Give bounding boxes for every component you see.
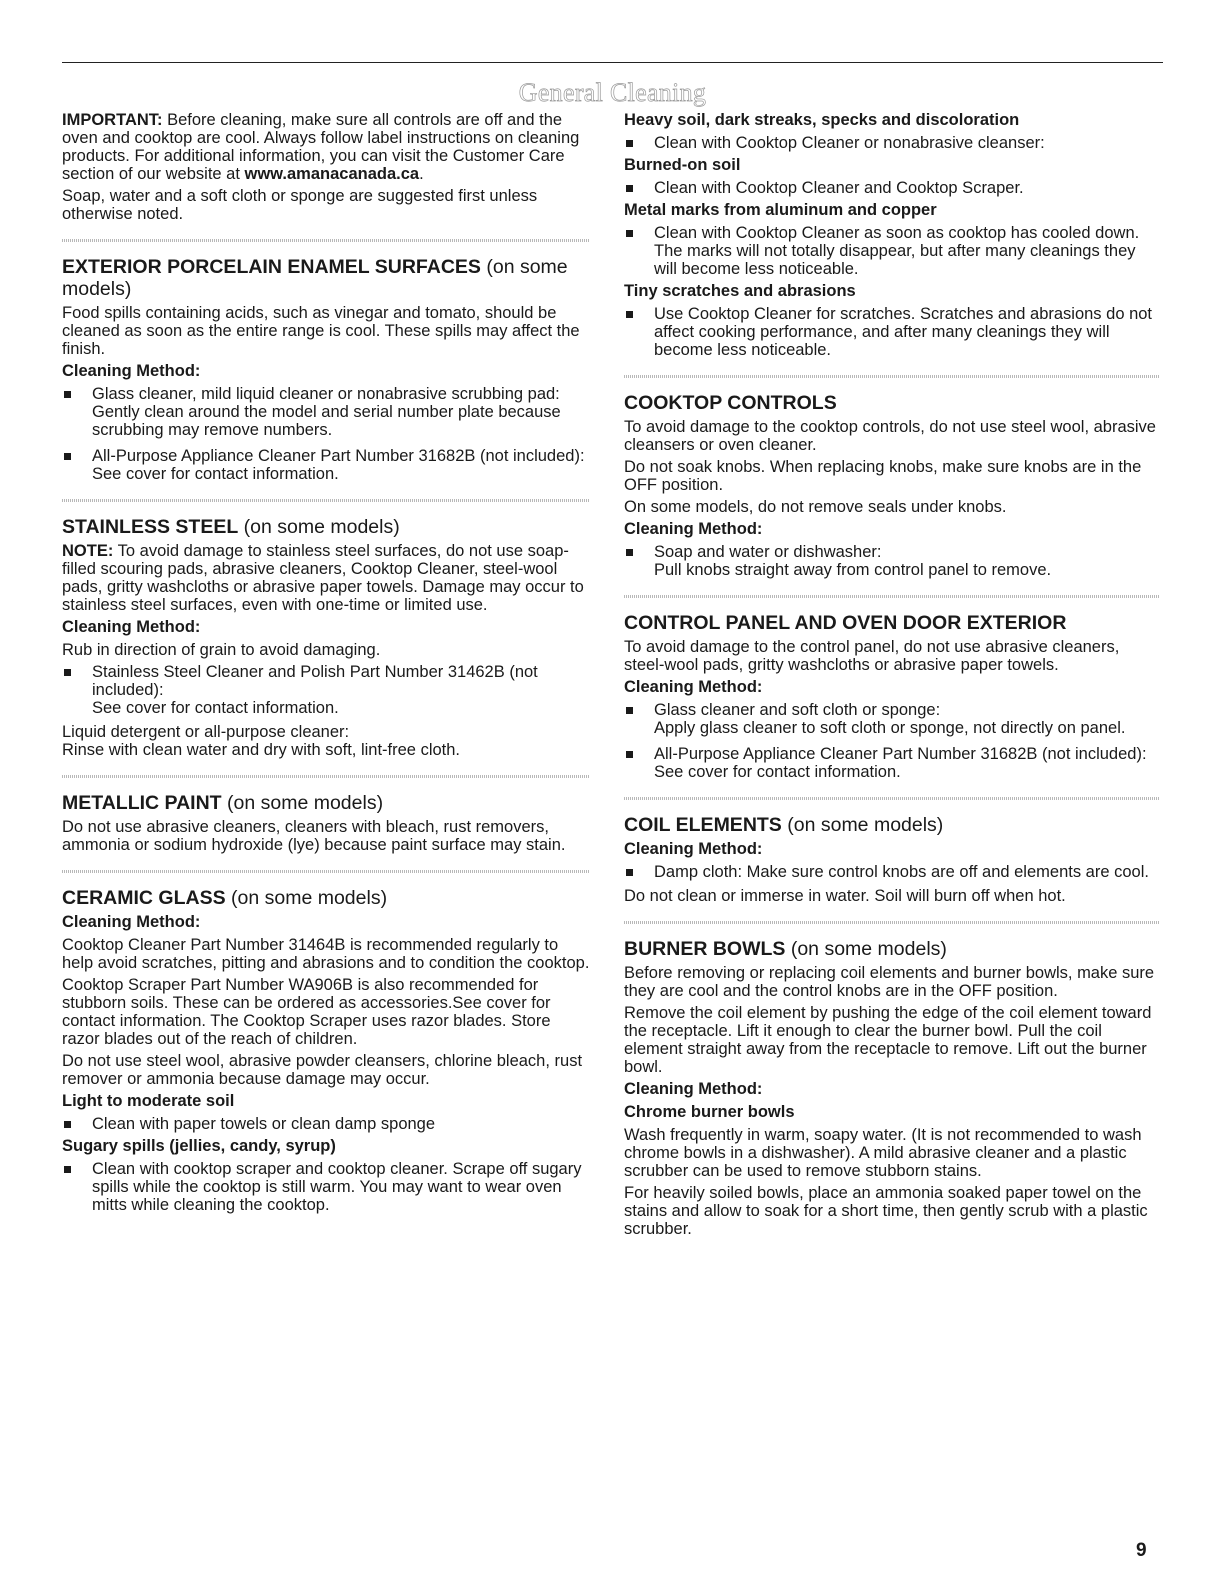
stainless-note: NOTE: To avoid damage to stainless steel surfaces, do not use soap-filled scouring pads, abrasive cleaners, Cooktop Cleaner, steel-wool pads, gritty washcloths or abrasive paper towels. Damage may occur to stainless steel surfaces, even with one-time or limited use. xyxy=(62,542,584,614)
liquid-text: Liquid detergent or all-purpose cleaner: Rinse with clean water and dry with soft, lint-free cloth. xyxy=(62,723,461,759)
section-title-ceramic: CERAMIC GLASS (on some models) xyxy=(62,887,388,909)
list-item: Clean with Cooktop Cleaner as soon as cooktop has cooled down. The marks will not totally disappear, but after many cleanings they will become less noticeable. xyxy=(624,224,1160,278)
top-rule xyxy=(62,62,1163,63)
chrome-bowls-label: Chrome burner bowls xyxy=(624,1103,795,1121)
list-item: Clean with paper towels or clean damp sponge xyxy=(62,1115,590,1133)
list-item: Glass cleaner, mild liquid cleaner or nonabrasive scrubbing pad: Gently clean around the model and serial number plate because scrubbing may remove numbers. xyxy=(62,385,590,439)
section-divider xyxy=(62,870,590,873)
right-column xyxy=(624,111,1160,1242)
list-item: All-Purpose Appliance Cleaner Part Number 31682B (not included): See cover for contact information. xyxy=(62,447,590,483)
important-paragraph: IMPORTANT: Before cleaning, make sure all controls are off and the oven and cooktop are cool. Always follow label instructions on cleaning products. For additional information, you can visit the Customer Care section of our website at www.amanacanada.ca. xyxy=(62,111,580,183)
light-soil-label: Light to moderate soil xyxy=(62,1092,235,1110)
cleaning-method-label: Cleaning Method: xyxy=(62,362,201,380)
cleaning-method-label: Cleaning Method: xyxy=(624,678,763,696)
section-title-stainless: STAINLESS STEEL (on some models) xyxy=(62,516,400,538)
burner-p4: For heavily soiled bowls, place an ammonia soaked paper towel on the stains and allow to soak for a short time, then gently scrub with a plastic scrubber. xyxy=(624,1184,1148,1238)
controls-p3: On some models, do not remove seals under knobs. xyxy=(624,498,1007,516)
section-title-metallic: METALLIC PAINT (on some models) xyxy=(62,792,384,814)
cleaning-method-label: Cleaning Method: xyxy=(624,840,763,858)
sugary-spills-label: Sugary spills (jellies, candy, syrup) xyxy=(62,1137,336,1155)
left-column xyxy=(62,111,590,1218)
section-title-controls: COOKTOP CONTROLS xyxy=(624,392,837,414)
tiny-scratches-label: Tiny scratches and abrasions xyxy=(624,282,856,300)
page-number: 9 xyxy=(1136,1540,1147,1561)
burned-soil-label: Burned-on soil xyxy=(624,156,741,174)
list-item: Soap and water or dishwasher: Pull knobs straight away from control panel to remove. xyxy=(624,543,1160,579)
list-item: Glass cleaner and soft cloth or sponge: Apply glass cleaner to soft cloth or sponge, not directly on panel. xyxy=(624,701,1160,737)
section-divider xyxy=(62,775,590,778)
list-item: Use Cooktop Cleaner for scratches. Scratches and abrasions do not affect cooking performance, and after many cleanings they will become less noticeable. xyxy=(624,305,1160,359)
soap-paragraph: Soap, water and a soft cloth or sponge are suggested first unless otherwise noted. xyxy=(62,187,538,223)
section-divider xyxy=(624,375,1160,378)
section-divider xyxy=(62,239,590,242)
section-divider xyxy=(624,595,1160,598)
burner-p1: Before removing or replacing coil elements and burner bowls, make sure they are cool and the control knobs are in the OFF position. xyxy=(624,964,1155,1000)
metallic-text: Do not use abrasive cleaners, cleaners with bleach, rust removers, ammonia or sodium hydroxide (lye) because paint surface may stain. xyxy=(62,818,566,854)
ceramic-p2: Cooktop Scraper Part Number WA906B is also recommended for stubborn soils. These can be ordered as accessories.See cover for contact information. The Cooktop Scraper uses razor blades. Store razor blades out of the reach of children. xyxy=(62,976,551,1048)
page-title: General Cleaning xyxy=(518,78,707,107)
panel-text: To avoid damage to the control panel, do not use abrasive cleaners, steel-wool pads, gritty washcloths or abrasive paper towels. xyxy=(624,638,1120,674)
important-label: IMPORTANT: xyxy=(62,111,163,129)
cleaning-method-label: Cleaning Method: xyxy=(624,520,763,538)
list-item: Stainless Steel Cleaner and Polish Part Number 31462B (not included): See cover for contact information. xyxy=(62,663,590,717)
rub-text: Rub in direction of grain to avoid damaging. xyxy=(62,641,381,659)
cleaning-method-label: Cleaning Method: xyxy=(624,1080,763,1098)
list-item: Damp cloth: Make sure control knobs are off and elements are cool. xyxy=(624,863,1160,881)
section-divider xyxy=(62,499,590,502)
cleaning-method-label: Cleaning Method: xyxy=(62,618,201,636)
list-item: All-Purpose Appliance Cleaner Part Number 31682B (not included): See cover for contact information. xyxy=(624,745,1160,781)
section-divider xyxy=(624,921,1160,924)
ceramic-p3: Do not use steel wool, abrasive powder cleansers, chlorine bleach, rust remover or ammonia because damage may occur. xyxy=(62,1052,583,1088)
cleaning-method-label: Cleaning Method: xyxy=(62,913,201,931)
list-item: Clean with cooktop scraper and cooktop cleaner. Scrape off sugary spills while the cooktop is still warm. You may want to wear oven mitts while cleaning the cooktop. xyxy=(62,1160,590,1214)
burner-p2: Remove the coil element by pushing the edge of the coil element toward the receptacle. Lift it enough to clear the burner bowl. Pull the coil element straight away from the receptacle to remove. Lift out the burner bowl. xyxy=(624,1004,1152,1076)
section-title-coil: COIL ELEMENTS (on some models) xyxy=(624,814,944,836)
controls-p2: Do not soak knobs. When replacing knobs, make sure knobs are in the OFF position. xyxy=(624,458,1142,494)
website-link[interactable]: www.amanacanada.ca xyxy=(244,165,420,183)
heavy-soil-label: Heavy soil, dark streaks, specks and discoloration xyxy=(624,111,1020,129)
exterior-text: Food spills containing acids, such as vinegar and tomato, should be cleaned as soon as the entire range is cool. These spills may affect the finish. xyxy=(62,304,580,358)
ceramic-p1: Cooktop Cleaner Part Number 31464B is recommended regularly to help avoid scratches, pitting and abrasions and to condition the cooktop. xyxy=(62,936,590,972)
coil-text: Do not clean or immerse in water. Soil will burn off when hot. xyxy=(624,887,1066,905)
section-divider xyxy=(624,797,1160,800)
controls-p1: To avoid damage to the cooktop controls, do not use steel wool, abrasive cleansers or oven cleaner. xyxy=(624,418,1156,454)
metal-marks-label: Metal marks from aluminum and copper xyxy=(624,201,937,219)
burner-p3: Wash frequently in warm, soapy water. (It is not recommended to wash chrome bowls in a dishwasher). A mild abrasive cleaner and a plastic scrubber can be used to remove stubborn stains. xyxy=(624,1126,1142,1180)
list-item: Clean with Cooktop Cleaner and Cooktop Scraper. xyxy=(624,179,1160,197)
section-title-burner: BURNER BOWLS (on some models) xyxy=(624,938,947,960)
list-item: Clean with Cooktop Cleaner or nonabrasive cleanser: xyxy=(624,134,1160,152)
section-title-panel: CONTROL PANEL AND OVEN DOOR EXTERIOR xyxy=(624,612,1067,634)
section-title-exterior: EXTERIOR PORCELAIN ENAMEL SURFACES (on some models) xyxy=(62,256,568,300)
